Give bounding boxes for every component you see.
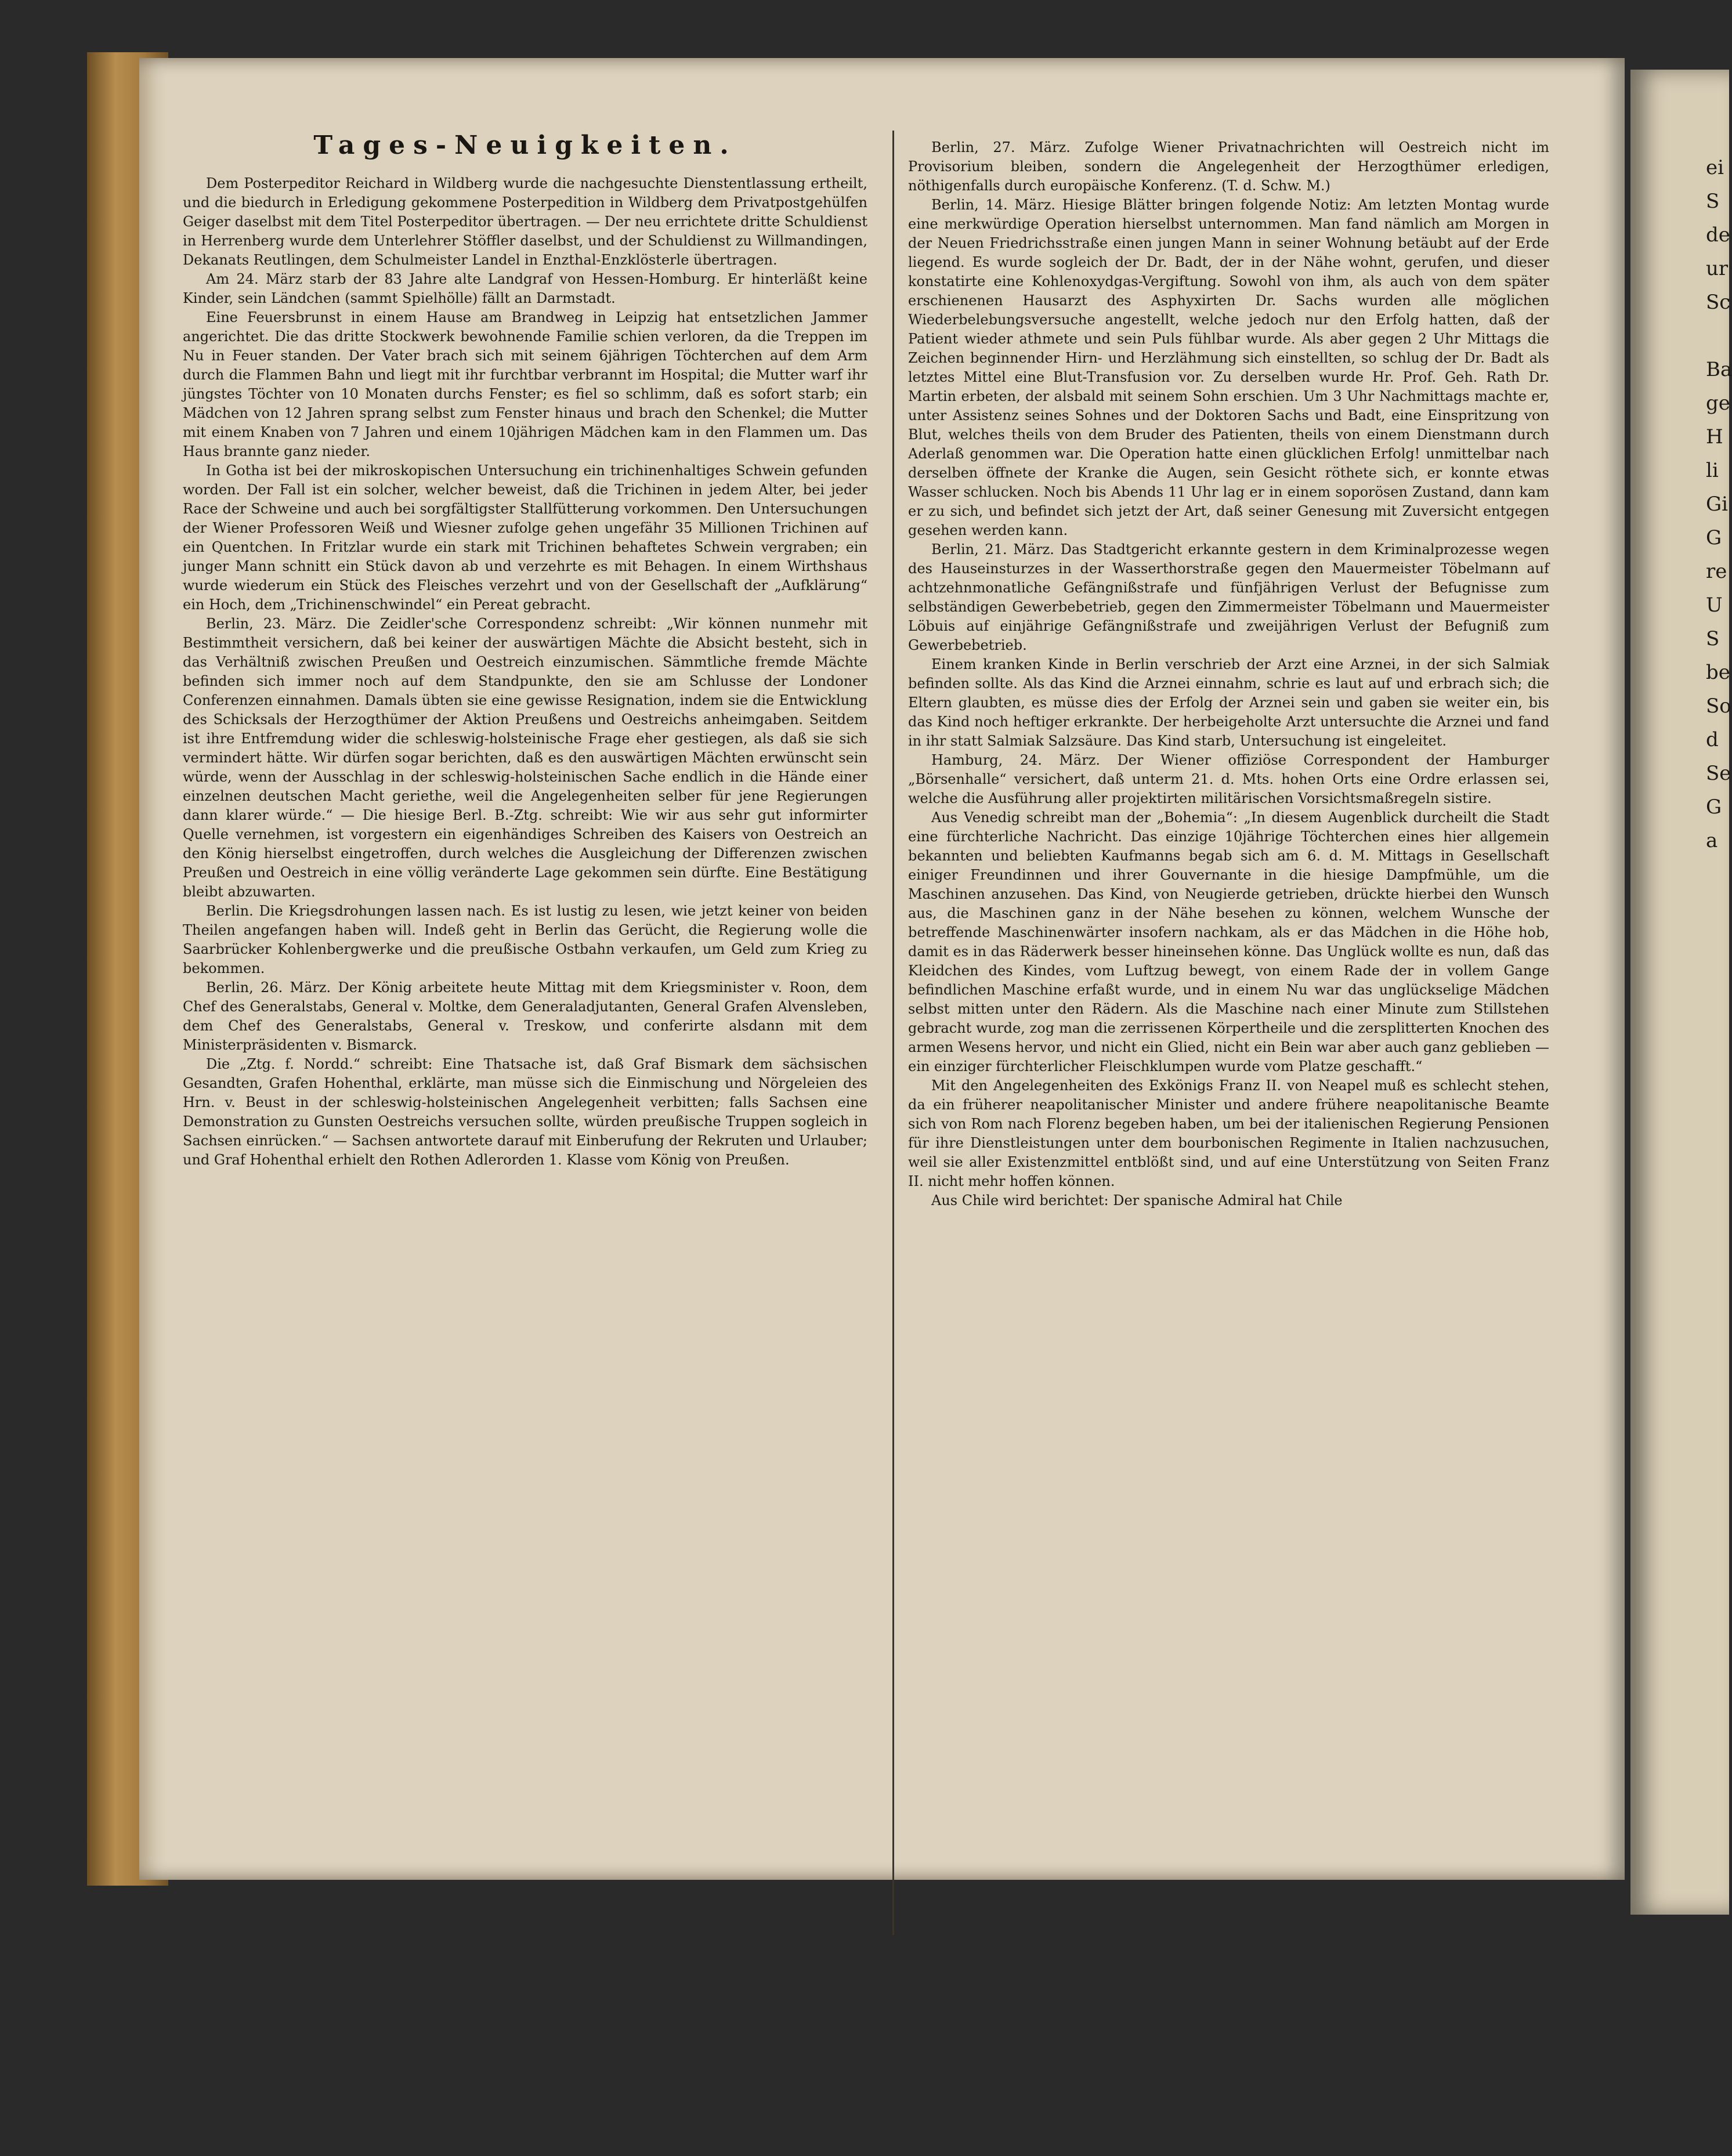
- news-item: Hamburg, 24. März. Der Wiener offiziöse Correspondent der Hamburger „Börsenhalle“ versichert, daß unterm 21. d. Mts. hohen Orts eine Ordre erlassen sei, welche die Ausführung aller projektirten militärischen Vorsichtsmaßregeln sistire.: [908, 752, 1549, 806]
- news-item: Berlin. Die Kriegsdrohungen lassen nach. Es ist lustig zu lesen, wie jetzt keiner von beiden Theilen angefangen haben will. Indeß geht in Berlin das Gerücht, die Regierung wolle die Saarbrücker Kohlenbergwerke und die preußische Ostbahn verkaufen, um Geld zum Krieg zu bekommen.: [183, 903, 867, 976]
- next-page-fragment: ei: [1706, 156, 1724, 179]
- news-item: Eine Feuersbrunst in einem Hause am Brandweg in Leipzig hat entsetzlichen Jammer angerichtet. Die das dritte Stockwerk bewohnende Familie schien verloren, da die Treppen im Nu in Feuer standen. Der Vater brach sich mit seinem 6jährigen Töchterchen auf dem Arm durch die Flammen Bahn und liegt mit ihr furchtbar verbrannt im Hospital; die Mutter warf ihr jüngstes Töchter von 10 Monaten durchs Fenster; es fiel so schlimm, daß es sofort starb; ein Mädchen von 12 Jahren sprang selbst zum Fenster hinaus und brach den Schenkel; die Mutter mit einem Knaben von 7 Jahren und einem 10jährigen Mädchen kam in den Flammen um. Das Haus brannte ganz nieder.: [183, 309, 867, 460]
- next-page-fragment: So: [1706, 694, 1731, 718]
- next-page-fragment: Ba: [1706, 358, 1732, 381]
- next-page-fragments: [1706, 151, 1732, 858]
- next-page-fragment: d: [1706, 728, 1719, 751]
- next-page-fragment: H: [1706, 425, 1723, 448]
- news-item: Aus Chile wird berichtet: Der spanische Admiral hat Chile: [931, 1192, 1343, 1209]
- next-page-fragment: a: [1706, 829, 1718, 852]
- news-item: Mit den Angelegenheiten des Exkönigs Franz II. von Neapel muß es schlecht stehen, da ein früherer neapolitanischer Minister und andere frühere neapolitanische Beamte sich von Rom nach Florenz begeben haben, um bei der italienischen Regierung Pensionen für ihre Dienstleistungen unter dem bourbonischen Regimente in Italien nachzusuchen, weil sie aller Existenzmittel entblößt sind, und auf eine Unterstützung von Seiten Franz II. nicht mehr hoffen können.: [908, 1077, 1549, 1189]
- page-heading: Tages-Neuigkeiten.: [313, 131, 737, 160]
- next-page-fragment: ur: [1706, 257, 1729, 280]
- news-item: Berlin, 26. März. Der König arbeitete heute Mittag mit dem Kriegsminister v. Roon, dem Chef des Generalstabs, General v. Moltke, dem Generaladjutanten, General Grafen Alvensleben, dem Chef des Generalstabs, General v. Treskow, und conferirte alsdann mit dem Ministerpräsidenten v. Bismarck.: [183, 979, 867, 1053]
- next-page-fragment: [1706, 319, 1729, 353]
- left-column: [183, 174, 867, 1170]
- next-page-fragment: S: [1706, 190, 1720, 213]
- news-item: Dem Posterpeditor Reichard in Wildberg wurde die nachgesuchte Dienstentlassung ertheilt, und die biedurch in Erledigung gekommene Posterpedition in Wildberg dem Privatpostgehülfen Geiger daselbst mit dem Titel Posterpeditor übertragen. — Der neu errichtete dritte Schuldienst in Herrenberg wurde dem Unterlehrer Stöffler daselbst, und der Schuldienst zu Willmandingen, Dekanats Reutlingen, dem Schulmeister Landel in Enzthal-Enzklösterle übertragen.: [183, 175, 867, 268]
- news-item: Die „Ztg. f. Nordd.“ schreibt: Eine Thatsache ist, daß Graf Bismark dem sächsischen Gesandten, Grafen Hohenthal, erklärte, man müsse sich die Einmischung und Nörgeleien des Hrn. v. Beust in der schleswig-holsteinischen Angelegenheit verbitten; falls Sachsen eine Demonstration zu Gunsten Oestreichs versuchen sollte, würden preußische Truppen sogleich in Sachsen einrücken.“ — Sachsen antwortete darauf mit Einberufung der Rekruten und Urlauber; und Graf Hohenthal erhielt den Rothen Adlerorden 1. Klasse vom König von Preußen.: [183, 1056, 867, 1168]
- next-page-fragment: G: [1706, 795, 1722, 819]
- right-column: [908, 138, 1549, 1210]
- next-page-fragment: de: [1706, 223, 1730, 247]
- next-page-fragment: be: [1706, 661, 1730, 684]
- news-item: Berlin, 21. März. Das Stadtgericht erkannte gestern in dem Kriminalprozesse wegen des Hauseinsturzes in der Wasserthorstraße gegen den Mauermeister Töbelmann auf achtzehnmonatliche Gefängnißstrafe und fünfjährigen Verlust der Befugnisse zum selbständigen Gewerbebetrieb, gegen den Zimmermeister Töbelmann und Mauermeister Löbuis auf einjährige Gefängnißstrafe und zweijährigen Verlust der Befugniß zum Gewerbebetrieb.: [908, 541, 1549, 653]
- next-page-fragment: Sc: [1706, 291, 1731, 314]
- news-item: Einem kranken Kinde in Berlin verschrieb der Arzt eine Arznei, in der sich Salmiak befinden sollte. Als das Kind die Arznei einnahm, schrie es laut auf und erbrach sich; die Eltern glaubten, es müsse dies der Erfolg der Arznei sein und gaben sie weiter ein, bis das Kind noch heftiger erkrankte. Der herbeigeholte Arzt untersuchte die Arznei und fand in ihr statt Salmiak Salzsäure. Das Kind starb, Untersuchung ist eingeleitet.: [908, 656, 1549, 749]
- next-page-fragment: li: [1706, 459, 1719, 482]
- next-page-fragment: S: [1706, 627, 1720, 650]
- news-item: Am 24. März starb der 83 Jahre alte Landgraf von Hessen-Homburg. Er hinterläßt keine Kinder, sein Ländchen (sammt Spielhölle) fällt an Darmstadt.: [183, 271, 867, 306]
- news-item: Aus Venedig schreibt man der „Bohemia“: „In diesem Augenblick durcheilt die Stadt eine fürchterliche Nachricht. Das einzige 10jährige Töchterchen eines hier allgemein bekannten und beliebten Kaufmanns begab sich am 6. d. M. Mittags in Gesellschaft einiger Freundinnen und ihrer Gouvernante in die hiesige Dampfmühle, um die Maschinen anzusehen. Das Kind, von Neugierde getrieben, drückte hierbei den Wunsch aus, die Maschinen ganz in der Nähe besehen zu können, welchem Wunsche der betreffende Maschinenwärter insofern nachkam, als er das Mädchen in die Höhe hob, damit es in das Räderwerk besser hineinsehen könne. Das Unglück wollte es nun, daß das Kleidchen des Kindes, vom Luftzug bewegt, von einem Rade der in vollem Gange befindlichen Maschine erfaßt wurde, und in einem Nu war das unglückselige Mädchen selbst mitten unter den Rädern. Als die Maschine nach einer Minute zum Stillstehen gebracht wurde, zog man die zerrissenen Körpertheile und die zersplitterten Knochen des armen Wesens hervor, und nicht ein Glied, nicht ein Bein war aber auch ganz geblieben — ein einziger fürchterlicher Fleischklumpen wurde vom Platze geschafft.“: [908, 809, 1549, 1075]
- news-item: In Gotha ist bei der mikroskopischen Untersuchung ein trichinenhaltiges Schwein gefunden worden. Der Fall ist ein solcher, welcher beweist, daß die Trichinen in jedem Alter, bei jeder Race der Schweine und auch bei sorgfältigster Stallfütterung vorkommen. Den Untersuchungen der Wiener Professoren Weiß und Wiesner zufolge gehen ungefähr 35 Millionen Trichinen auf ein Quentchen. In Fritzlar wurde ein stark mit Trichinen behaftetes Schwein vergraben; ein junger Mann schnitt ein Stück davon ab und verzehrte es mit Behagen. In einem Wirthshaus wurde wiederum ein Stück des Fleisches verzehrt und von der Gesellschaft der „Aufklärung“ ein Hoch, dem „Trichinenschwindel“ ein Pereat gebracht.: [183, 462, 867, 613]
- news-item: Berlin, 27. März. Zufolge Wiener Privatnachrichten will Oestreich nicht im Provisorium bleiben, sondern die Angelegenheit der Herzogthümer erledigen, nöthigenfalls durch europäische Konferenz. (T. d. Schw. M.): [908, 139, 1549, 194]
- news-item: Berlin, 23. März. Die Zeidler'sche Correspondenz schreibt: „Wir können nunmehr mit Bestimmtheit versichern, daß bei keiner der auswärtigen Mächte die Absicht besteht, sich in das Verhältniß zwischen Preußen und Oestreich einzumischen. Sämmtliche fremde Mächte befinden sich immer noch auf dem Standpunkte, den sie am Schlusse der Londoner Conferenzen einnahmen. Damals übten sie eine gewisse Resignation, indem sie die Entwicklung des Schicksals der Herzogthümer der Aktion Preußens und Oestreichs anheimgaben. Seitdem ist ihre Entfremdung wider die schleswig-holsteinische Frage eher gestiegen, als daß sie sich vermindert hätte. Wir dürfen sogar berichten, daß es den auswärtigen Mächten erwünscht sein würde, wenn der Ausschlag in der schleswig-holsteinischen Sache endlich in die Hände einer einzelnen deutschen Macht geriethe, weil die Angelegenheiten selber für jene Regierungen dann klarer würde.“ — Die hiesige Berl. B.-Ztg. schreibt: Wie wir aus sehr gut informirter Quelle vernehmen, ist vorgestern ein eigenhändiges Schreiben des Kaisers von Oestreich an den König hierselbst eingetroffen, durch welches die Ausgleichung der Differenzen zwischen Preußen und Oestreich in eine völlig veränderte Lage gekommen sein dürfte. Eine Bestätigung bleibt abzuwarten.: [183, 616, 867, 900]
- next-page-fragment: ge: [1706, 392, 1730, 415]
- column-divider: [892, 131, 894, 1935]
- next-page-fragment: G: [1706, 526, 1722, 549]
- news-item: Berlin, 14. März. Hiesige Blätter bringen folgende Notiz: Am letzten Montag wurde eine merkwürdige Operation hierselbst unternommen. Man fand nämlich am Morgen in der Neuen Friedrichsstraße einen jungen Mann in seiner Wohnung betäubt auf der Erde liegend. Es wurde sogleich der Dr. Badt, der in der Nähe wohnt, gerufen, und dieser konstatirte eine Kohlenoxydgas-Vergiftung. Sowohl von ihm, als auch von dem später erschienenen Hausarzt des Asphyxirten Dr. Sachs wurden alle möglichen Wiederbelebungsversuche angestellt, welche jedoch nur den Erfolg hatten, daß der Patient wieder athmete und sein Puls fühlbar wurde. Als aber gegen 2 Uhr Mittags die Zeichen beginnender Hirn- und Herzlähmung sich einstellten, so schlug der Dr. Badt als letztes Mittel eine Blut-Transfusion vor. Zu derselben wurde Hr. Prof. Geh. Rath Dr. Martin erbeten, der alsbald mit seinem Sohn erschien. Um 3 Uhr Nachmittags machte er, unter Assistenz seines Sohnes und der Doktoren Sachs und Badt, eine Einspritzung von Blut, welches theils von dem Bruder des Patienten, theils von einem Dienstmann durch Aderlaß genommen war. Die Operation hatte einen glücklichen Erfolg! unmittelbar nach derselben öffnete der Kranke die Augen, sein Gesicht röthete sich, er konnte etwas Wasser schlucken. Noch bis Abends 11 Uhr lag er in einem soporösen Zustand, dann kam er zu sich, und befindet sich jetzt der Art, daß seiner Genesung mit Zuversicht entgegen gesehen werden kann.: [908, 197, 1549, 538]
- next-page-fragment: Se: [1706, 762, 1731, 785]
- next-page-fragment: Gi: [1706, 493, 1729, 516]
- next-page-fragment: re: [1706, 560, 1727, 583]
- next-page-fragment: U: [1706, 594, 1723, 617]
